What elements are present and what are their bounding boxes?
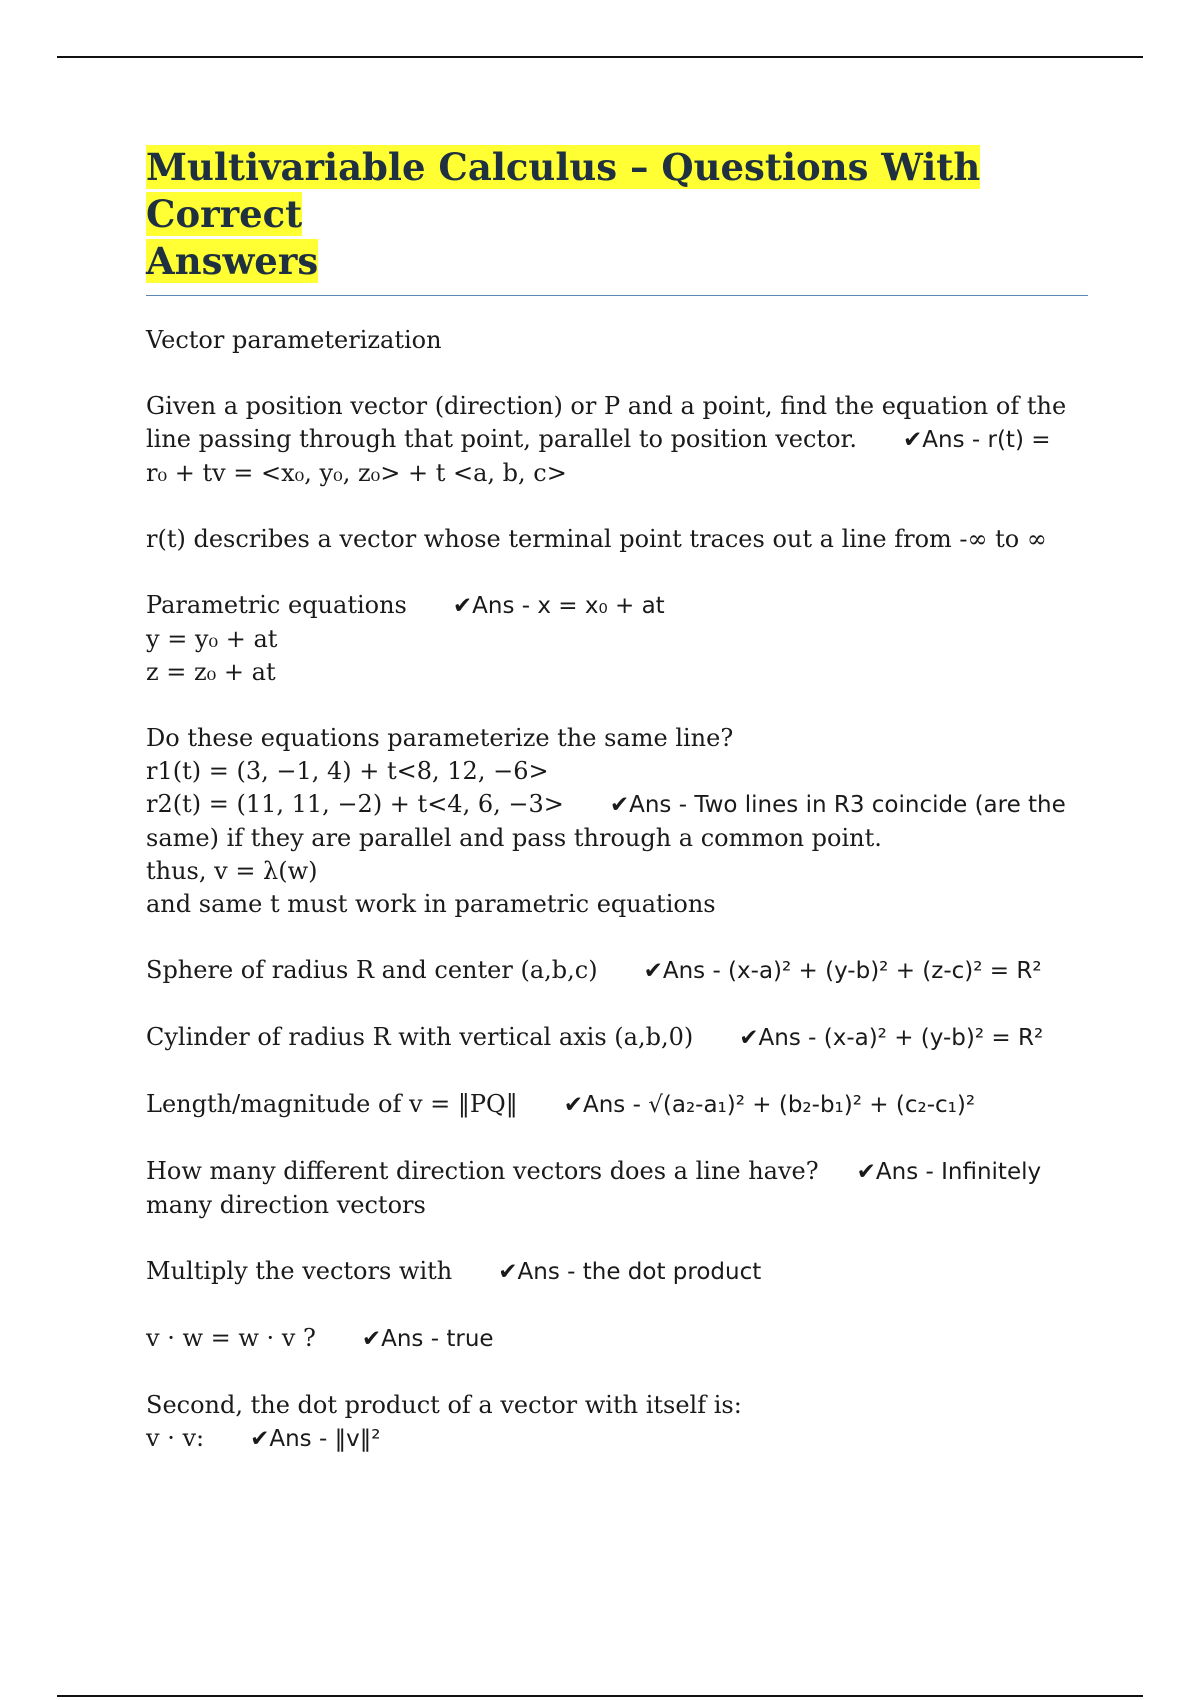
qa-item	[146, 1155, 1088, 1222]
answer-text: Ans - √(a₂-a₁)² + (b₂-b₁)² + (c₂-c₁)²	[583, 1092, 976, 1118]
qa-item	[146, 1021, 1088, 1055]
check-icon: ✔	[563, 1092, 583, 1118]
statement-text: r(t) describes a vector whose terminal point traces out a line from -∞ to ∞	[146, 525, 1047, 553]
question-label: v · v:	[146, 1424, 205, 1452]
answer	[857, 1159, 1041, 1185]
question-line: Do these equations parameterize the same line?	[146, 724, 734, 752]
answer-text: Ans - (x-a)² + (y-b)² = R²	[758, 1025, 1044, 1051]
document-title	[146, 144, 1088, 285]
question-text: Given a position vector (direction) or P and a point, find the equation of the line passing through that point, parallel to position vector. ✔Ans - r(t) =	[146, 392, 1067, 453]
qa-item	[146, 1389, 1088, 1456]
qa-item	[146, 1088, 1088, 1122]
check-icon: ✔	[856, 1159, 876, 1185]
check-icon: ✔	[903, 427, 923, 453]
answer	[903, 427, 1051, 453]
document-body	[146, 144, 1088, 1456]
answer	[739, 1025, 1043, 1051]
qa-item	[146, 523, 1088, 556]
question-text	[146, 1322, 1088, 1356]
check-icon: ✔	[452, 593, 473, 619]
title-underline	[146, 295, 1088, 296]
title-line-2: Answers	[146, 239, 319, 283]
question-label: Multiply the vectors with	[146, 1257, 453, 1285]
answer	[498, 1259, 761, 1285]
section-heading: Vector parameterization	[146, 326, 442, 354]
answer-text: Ans - the dot product	[517, 1259, 762, 1285]
question-text	[146, 954, 1088, 988]
question-text	[146, 1021, 1088, 1055]
question-label: v · w = w · v ?	[146, 1324, 316, 1352]
question-text	[146, 1088, 1088, 1122]
qa-item	[146, 954, 1088, 988]
question-text	[146, 1422, 1088, 1456]
check-icon: ✔	[739, 1025, 759, 1051]
question-text	[146, 1155, 1088, 1189]
answer	[362, 1326, 494, 1352]
page-bottom-rule	[57, 1695, 1143, 1697]
answer	[564, 1092, 975, 1118]
qa-item	[146, 1255, 1088, 1289]
question-label: Cylinder of radius R with vertical axis (a,b,0)	[146, 1023, 694, 1051]
question-text	[146, 788, 1088, 822]
qa-item	[146, 1322, 1088, 1356]
question-line: Second, the dot product of a vector with itself is:	[146, 1391, 742, 1419]
answer-text: Ans - (x-a)² + (y-b)² + (z-c)² = R²	[662, 958, 1042, 984]
title-line-1: Multivariable Calculus – Questions With Correct	[146, 145, 981, 236]
question-text	[146, 589, 1088, 623]
check-icon: ✔	[498, 1259, 518, 1285]
answer	[250, 1426, 380, 1452]
answer-text: Ans - Infinitely	[875, 1159, 1042, 1185]
answer-continuation: many direction vectors	[146, 1191, 426, 1219]
answer-continuation: y = y₀ + at	[146, 625, 278, 653]
answer-text: Ans - ‖v‖²	[269, 1426, 381, 1452]
answer-text: Ans - Two lines in R3 coincide (are the	[629, 792, 1066, 818]
answer-continuation: and same t must work in parametric equations	[146, 890, 716, 918]
answer	[610, 792, 1066, 818]
answer-continuation: thus, v = λ(w)	[146, 857, 318, 885]
answer	[453, 593, 665, 619]
qa-item	[146, 390, 1088, 490]
question-text	[146, 1255, 1088, 1289]
page-top-rule	[57, 56, 1143, 58]
answer-text: Ans - r(t) =	[922, 427, 1051, 453]
check-icon: ✔	[250, 1426, 270, 1452]
answer-continuation: r₀ + tv = <x₀, y₀, z₀> + t <a, b, c>	[146, 459, 567, 487]
question-label: Sphere of radius R and center (a,b,c)	[146, 956, 598, 984]
check-icon: ✔	[361, 1326, 382, 1352]
question-label: Length/magnitude of v = ‖PQ‖	[146, 1090, 518, 1118]
answer-continuation: same) if they are parallel and pass through a common point.	[146, 824, 882, 852]
question-label: Parametric equations	[146, 591, 407, 619]
check-icon: ✔	[609, 792, 630, 818]
answer-continuation: z = z₀ + at	[146, 658, 276, 686]
qa-item	[146, 589, 1088, 689]
answer-text: Ans - true	[381, 1326, 494, 1352]
check-icon: ✔	[643, 958, 663, 984]
question-line: r1(t) = (3, −1, 4) + t<8, 12, −6>	[146, 757, 549, 785]
question-label: How many different direction vectors does a line have?	[146, 1157, 819, 1185]
qa-item	[146, 722, 1088, 921]
question-label: r2(t) = (11, 11, −2) + t<4, 6, −3>	[146, 790, 564, 818]
answer-text: Ans - x = x₀ + at	[472, 593, 665, 619]
answer	[644, 958, 1042, 984]
